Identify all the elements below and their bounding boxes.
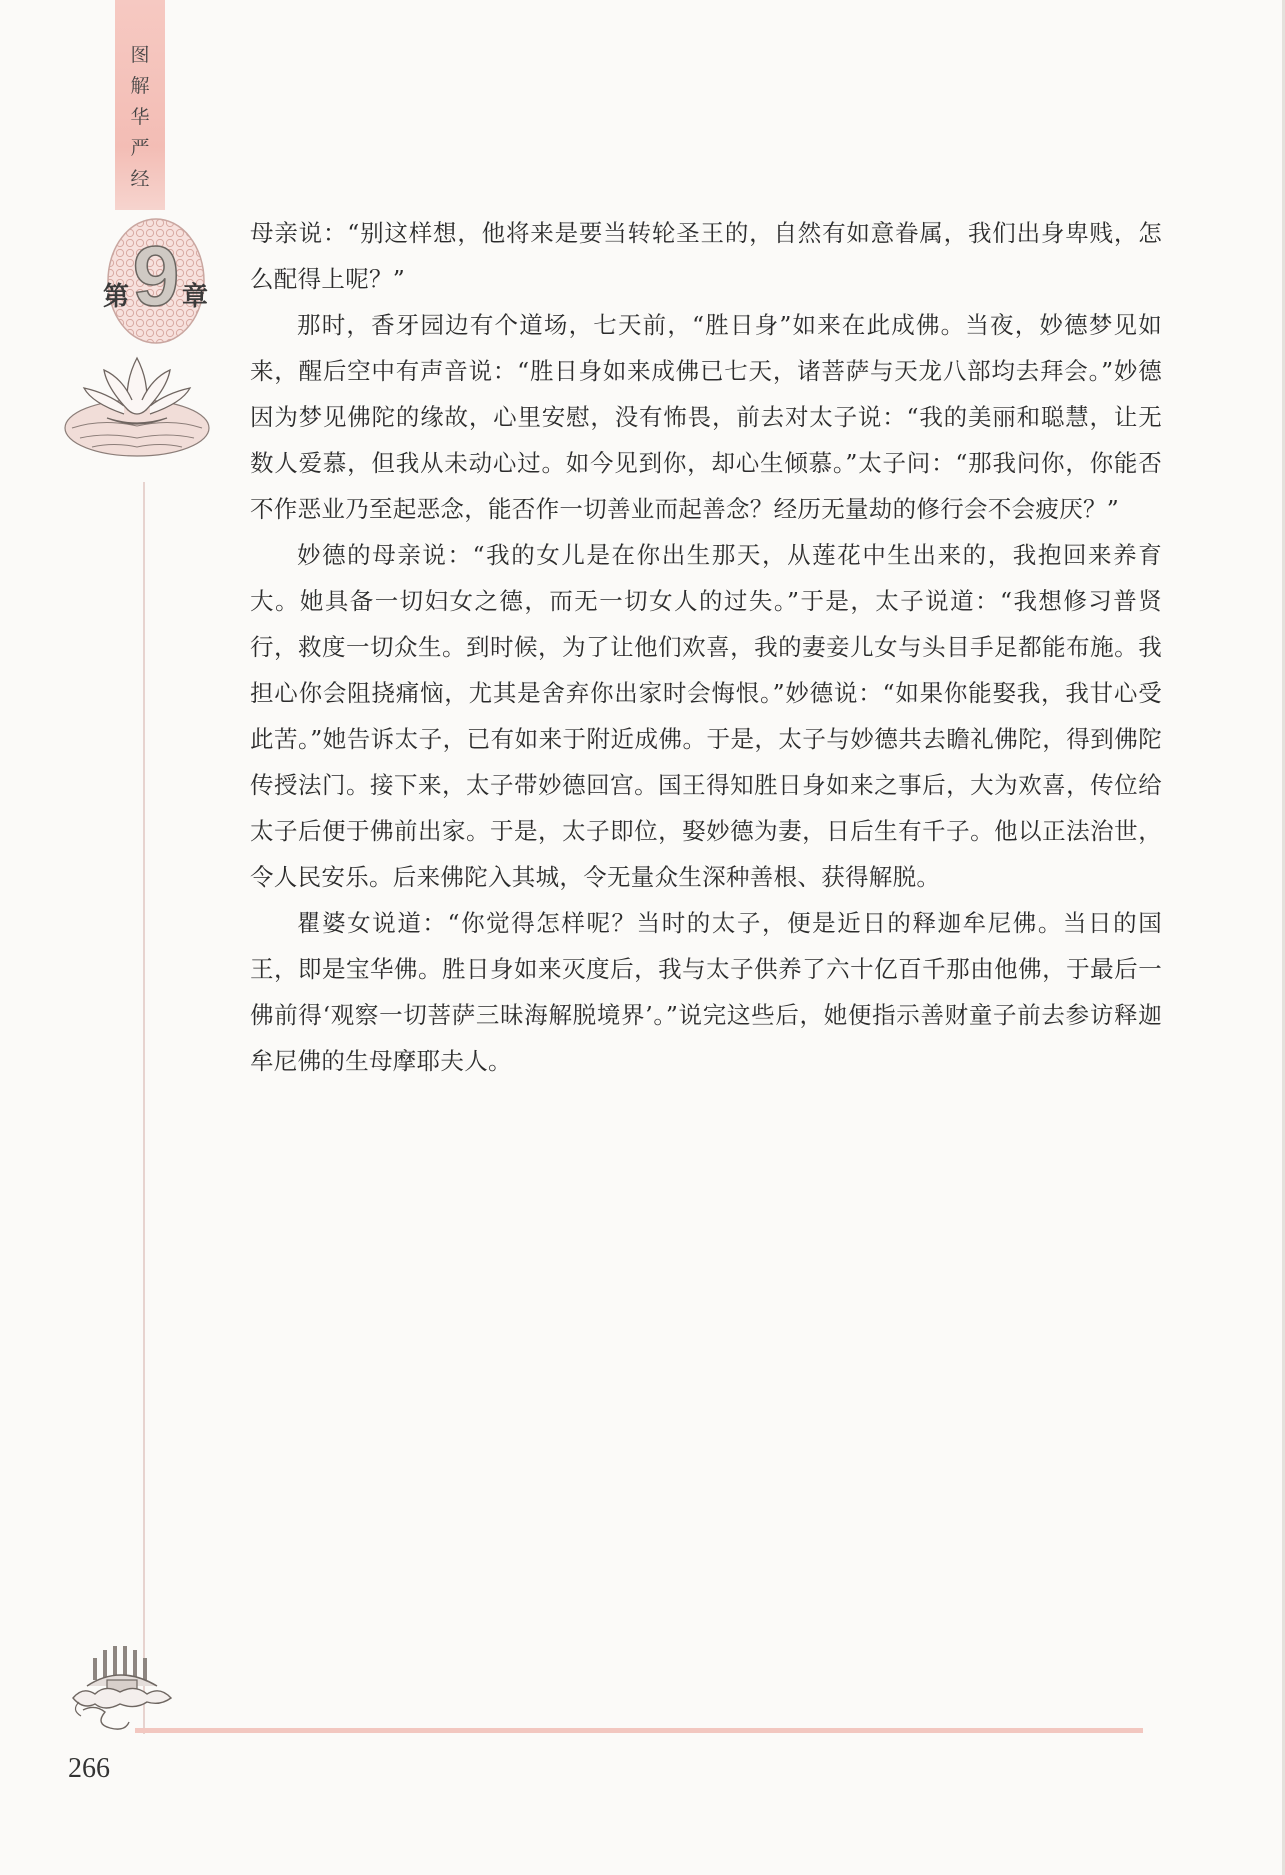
book-title-char: 华 [130, 106, 150, 128]
paragraph: 妙德的母亲说：“我的女儿是在你出生那天，从莲花中生出来的，我抱回来养育大。她具备一切妇女之德，而无一切女人的过失。”于是，太子说道：“我想修习普贤行，救度一切众生。到时候，为了让他们欢喜，我的妻妾儿女与头目手足都能布施。我担心你会阻挠痛恼，尤其是舍弃你出家时会悔恨。”妙德说：“如果你能娶我，我甘心受此苦。”她告诉太子，已有如来于附近成佛。于是，太子与妙德共去瞻礼佛陀，得到佛陀传授法门。接下来，太子带妙德回宫。国王得知胜日身如来之事后，大为欢喜，传位给太子后便于佛前出家。于是，太子即位，娶妙德为妻，日后生有千子。他以正法治世，令人民安乐。后来佛陀入其城，令无量众生深种善根、获得解脱。 [250, 541, 1162, 891]
page-number: 266 [68, 1753, 110, 1784]
chapter-badge [95, 208, 217, 354]
book-title-tab [115, 0, 165, 210]
lotus-icon [62, 348, 212, 463]
chapter-suffix: 章 [182, 282, 209, 312]
book-title-char: 经 [130, 168, 150, 190]
footer-rule [135, 1728, 1143, 1733]
paragraph: 母亲说：“别这样想，他将来是要当转轮圣王的，自然有如意眷属，我们出身卑贱，怎么配得上呢？” [250, 219, 1162, 293]
book-title-char: 图 [130, 44, 150, 66]
book-title [115, 40, 165, 195]
chapter-prefix: 第 [103, 282, 130, 312]
paragraph: 瞿婆女说道：“你觉得怎样呢？当时的太子，便是近日的释迦牟尼佛。当日的国王，即是宝华佛。胜日身如来灭度后，我与太子供养了六十亿百千那由他佛，于最后一佛前得‘观察一切菩萨三昧海解脱境界’。”说完这些后，她便指示善财童子前去参访释迦牟尼佛的生母摩耶夫人。 [250, 909, 1162, 1075]
body-text [250, 210, 1162, 1084]
chapter-number: 9 [132, 229, 180, 323]
temple-cloud-icon [65, 1640, 180, 1735]
vertical-rule [143, 482, 145, 1734]
paragraph: 那时，香牙园边有个道场，七天前，“胜日身”如来在此成佛。当夜，妙德梦见如来，醒后空中有声音说：“胜日身如来成佛已七天，诸菩萨与天龙八部均去拜会。”妙德因为梦见佛陀的缘故，心里安慰，没有怖畏，前去对太子说：“我的美丽和聪慧，让无数人爱慕，但我从未动心过。如今见到你，却心生倾慕。”太子问：“那我问你，你能否不作恶业乃至起恶念，能否作一切善业而起善念？经历无量劫的修行会不会疲厌？” [250, 311, 1162, 523]
book-title-char: 严 [130, 137, 150, 159]
book-title-char: 解 [130, 75, 150, 97]
